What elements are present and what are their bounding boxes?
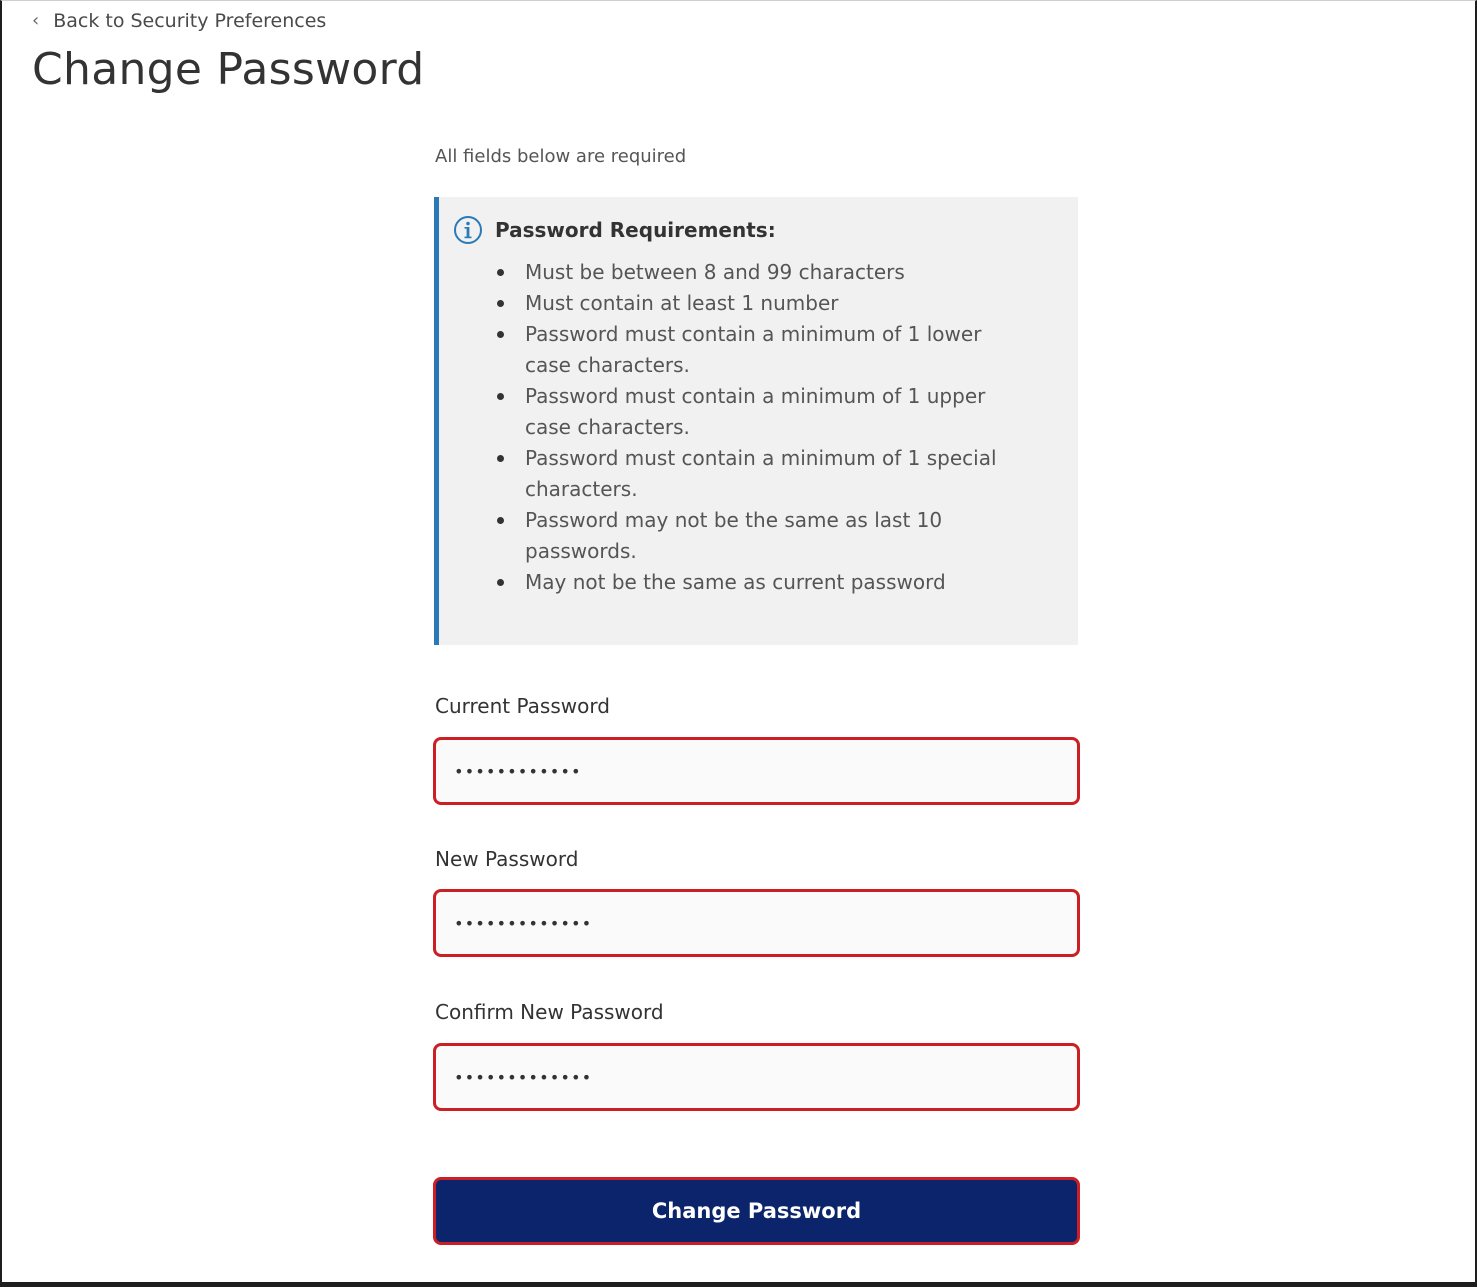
change-password-button[interactable]: Change Password [433, 1177, 1080, 1245]
bullet-icon [497, 269, 504, 276]
requirement-item [525, 381, 1058, 443]
back-to-security-preferences-link[interactable] [32, 10, 326, 32]
confirm-new-password-label: Confirm New Password [435, 1000, 664, 1024]
new-password-field[interactable] [433, 889, 1080, 957]
required-fields-note: All fields below are required [435, 146, 687, 167]
requirement-text: Password must contain a minimum of 1 upper case characters. [525, 384, 986, 439]
bullet-icon [497, 455, 504, 462]
new-password-label: New Password [435, 847, 579, 871]
bullet-icon [497, 300, 504, 307]
requirement-item [525, 443, 1058, 505]
requirement-text: Must contain at least 1 number [525, 291, 839, 315]
requirements-title: Password Requirements: [495, 218, 776, 242]
requirement-item [525, 257, 1058, 288]
requirement-item [525, 567, 1058, 598]
requirement-text: Password must contain a minimum of 1 special characters. [525, 446, 997, 501]
current-password-field[interactable] [433, 737, 1080, 805]
bullet-icon [497, 517, 504, 524]
confirm-new-password-field[interactable] [433, 1043, 1080, 1111]
bullet-icon [497, 579, 504, 586]
page-title: Change Password [32, 44, 425, 95]
current-password-label: Current Password [435, 694, 610, 718]
requirement-text: May not be the same as current password [525, 570, 946, 594]
requirement-item [525, 505, 1058, 567]
bullet-icon [497, 331, 504, 338]
requirement-text: Password must contain a minimum of 1 lower case characters. [525, 322, 982, 377]
info-icon [453, 215, 483, 245]
requirements-list [453, 257, 1058, 598]
password-requirements-panel [434, 197, 1078, 645]
requirements-header [453, 215, 1058, 245]
requirement-item [525, 288, 1058, 319]
requirement-item [525, 319, 1058, 381]
bullet-icon [497, 393, 504, 400]
back-link-label: Back to Security Preferences [53, 10, 327, 32]
requirement-text: Password may not be the same as last 10 passwords. [525, 508, 943, 563]
chevron-left-icon: ‹ [32, 10, 40, 31]
requirement-text: Must be between 8 and 99 characters [525, 260, 905, 284]
